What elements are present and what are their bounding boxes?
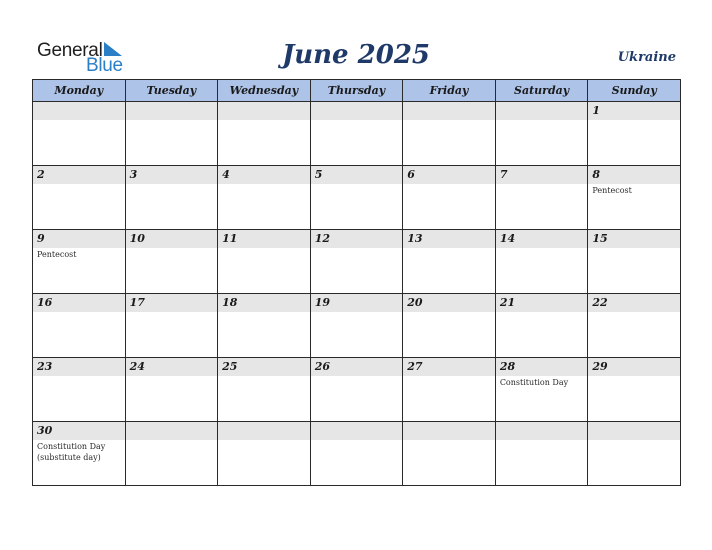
day-number — [403, 102, 495, 120]
day-number: 26 — [311, 358, 403, 376]
day-cell — [588, 166, 681, 230]
day-cell — [310, 294, 403, 358]
day-number: 25 — [218, 358, 310, 376]
day-number: 11 — [218, 230, 310, 248]
day-number — [588, 422, 680, 440]
day-cell — [403, 422, 496, 486]
day-cell — [403, 166, 496, 230]
day-cell — [125, 358, 218, 422]
day-number — [218, 102, 310, 120]
day-number: 8 — [588, 166, 680, 184]
day-number — [403, 422, 495, 440]
day-number — [33, 102, 125, 120]
day-number: 9 — [33, 230, 125, 248]
day-number: 13 — [403, 230, 495, 248]
day-number: 21 — [496, 294, 588, 312]
day-cell — [33, 358, 126, 422]
calendar-grid — [32, 79, 681, 486]
day-cell — [495, 102, 588, 166]
day-cell — [310, 422, 403, 486]
day-cell — [218, 230, 311, 294]
day-number: 23 — [33, 358, 125, 376]
day-number: 10 — [126, 230, 218, 248]
day-cell — [33, 294, 126, 358]
day-cell — [310, 166, 403, 230]
day-number: 17 — [126, 294, 218, 312]
day-cell — [125, 294, 218, 358]
day-cell — [33, 102, 126, 166]
day-cell — [125, 422, 218, 486]
day-cell — [588, 230, 681, 294]
day-number — [496, 422, 588, 440]
day-number: 29 — [588, 358, 680, 376]
calendar-body — [33, 102, 681, 486]
day-cell — [310, 102, 403, 166]
weekday-header-saturday: Saturday — [495, 80, 588, 102]
day-cell — [495, 294, 588, 358]
weekday-header-sunday: Sunday — [588, 80, 681, 102]
day-number: 6 — [403, 166, 495, 184]
week-row — [33, 166, 681, 230]
page-title: June 2025 — [281, 40, 431, 70]
weekday-header-wednesday: Wednesday — [218, 80, 311, 102]
logo-word-general: General — [37, 40, 103, 61]
day-cell — [218, 102, 311, 166]
day-number: 7 — [496, 166, 588, 184]
week-row — [33, 102, 681, 166]
day-cell — [218, 166, 311, 230]
weekday-header-thursday: Thursday — [310, 80, 403, 102]
day-cell — [495, 422, 588, 486]
day-cell — [588, 294, 681, 358]
day-number — [311, 102, 403, 120]
week-row — [33, 358, 681, 422]
day-number: 18 — [218, 294, 310, 312]
day-cell — [310, 358, 403, 422]
weekday-header-row — [33, 80, 681, 102]
day-number: 22 — [588, 294, 680, 312]
day-cell — [403, 230, 496, 294]
holiday-label: Pentecost — [592, 186, 632, 195]
day-cell — [588, 422, 681, 486]
day-cell — [218, 358, 311, 422]
day-cell — [125, 166, 218, 230]
day-number: 1 — [588, 102, 680, 120]
day-number: 27 — [403, 358, 495, 376]
day-cell — [310, 230, 403, 294]
country-label: Ukraine — [617, 50, 676, 65]
day-cell — [33, 230, 126, 294]
week-row — [33, 230, 681, 294]
weekday-header-friday: Friday — [403, 80, 496, 102]
day-cell — [218, 294, 311, 358]
day-number — [218, 422, 310, 440]
day-cell — [495, 230, 588, 294]
week-row — [33, 422, 681, 486]
day-number — [311, 422, 403, 440]
day-number: 24 — [126, 358, 218, 376]
day-number: 14 — [496, 230, 588, 248]
day-cell — [588, 102, 681, 166]
day-number — [496, 102, 588, 120]
day-number: 12 — [311, 230, 403, 248]
logo-word-blue: Blue — [86, 55, 123, 76]
day-number: 4 — [218, 166, 310, 184]
holiday-label: Pentecost — [37, 250, 77, 259]
day-cell — [495, 358, 588, 422]
weekday-header-tuesday: Tuesday — [125, 80, 218, 102]
day-cell — [125, 102, 218, 166]
day-number: 2 — [33, 166, 125, 184]
day-number: 5 — [311, 166, 403, 184]
day-number: 19 — [311, 294, 403, 312]
day-cell — [33, 422, 126, 486]
day-cell — [403, 358, 496, 422]
day-number: 30 — [33, 422, 125, 440]
day-cell — [33, 166, 126, 230]
day-cell — [218, 422, 311, 486]
holiday-label: Constitution Day (substitute day) — [37, 442, 106, 462]
day-cell — [588, 358, 681, 422]
day-cell — [495, 166, 588, 230]
week-row — [33, 294, 681, 358]
day-cell — [125, 230, 218, 294]
day-number: 16 — [33, 294, 125, 312]
day-number: 15 — [588, 230, 680, 248]
day-number: 28 — [496, 358, 588, 376]
day-number — [126, 102, 218, 120]
day-cell — [403, 102, 496, 166]
day-number: 20 — [403, 294, 495, 312]
day-number — [126, 422, 218, 440]
holiday-label: Constitution Day — [499, 378, 569, 387]
weekday-header-monday: Monday — [33, 80, 126, 102]
day-number: 3 — [126, 166, 218, 184]
day-cell — [403, 294, 496, 358]
